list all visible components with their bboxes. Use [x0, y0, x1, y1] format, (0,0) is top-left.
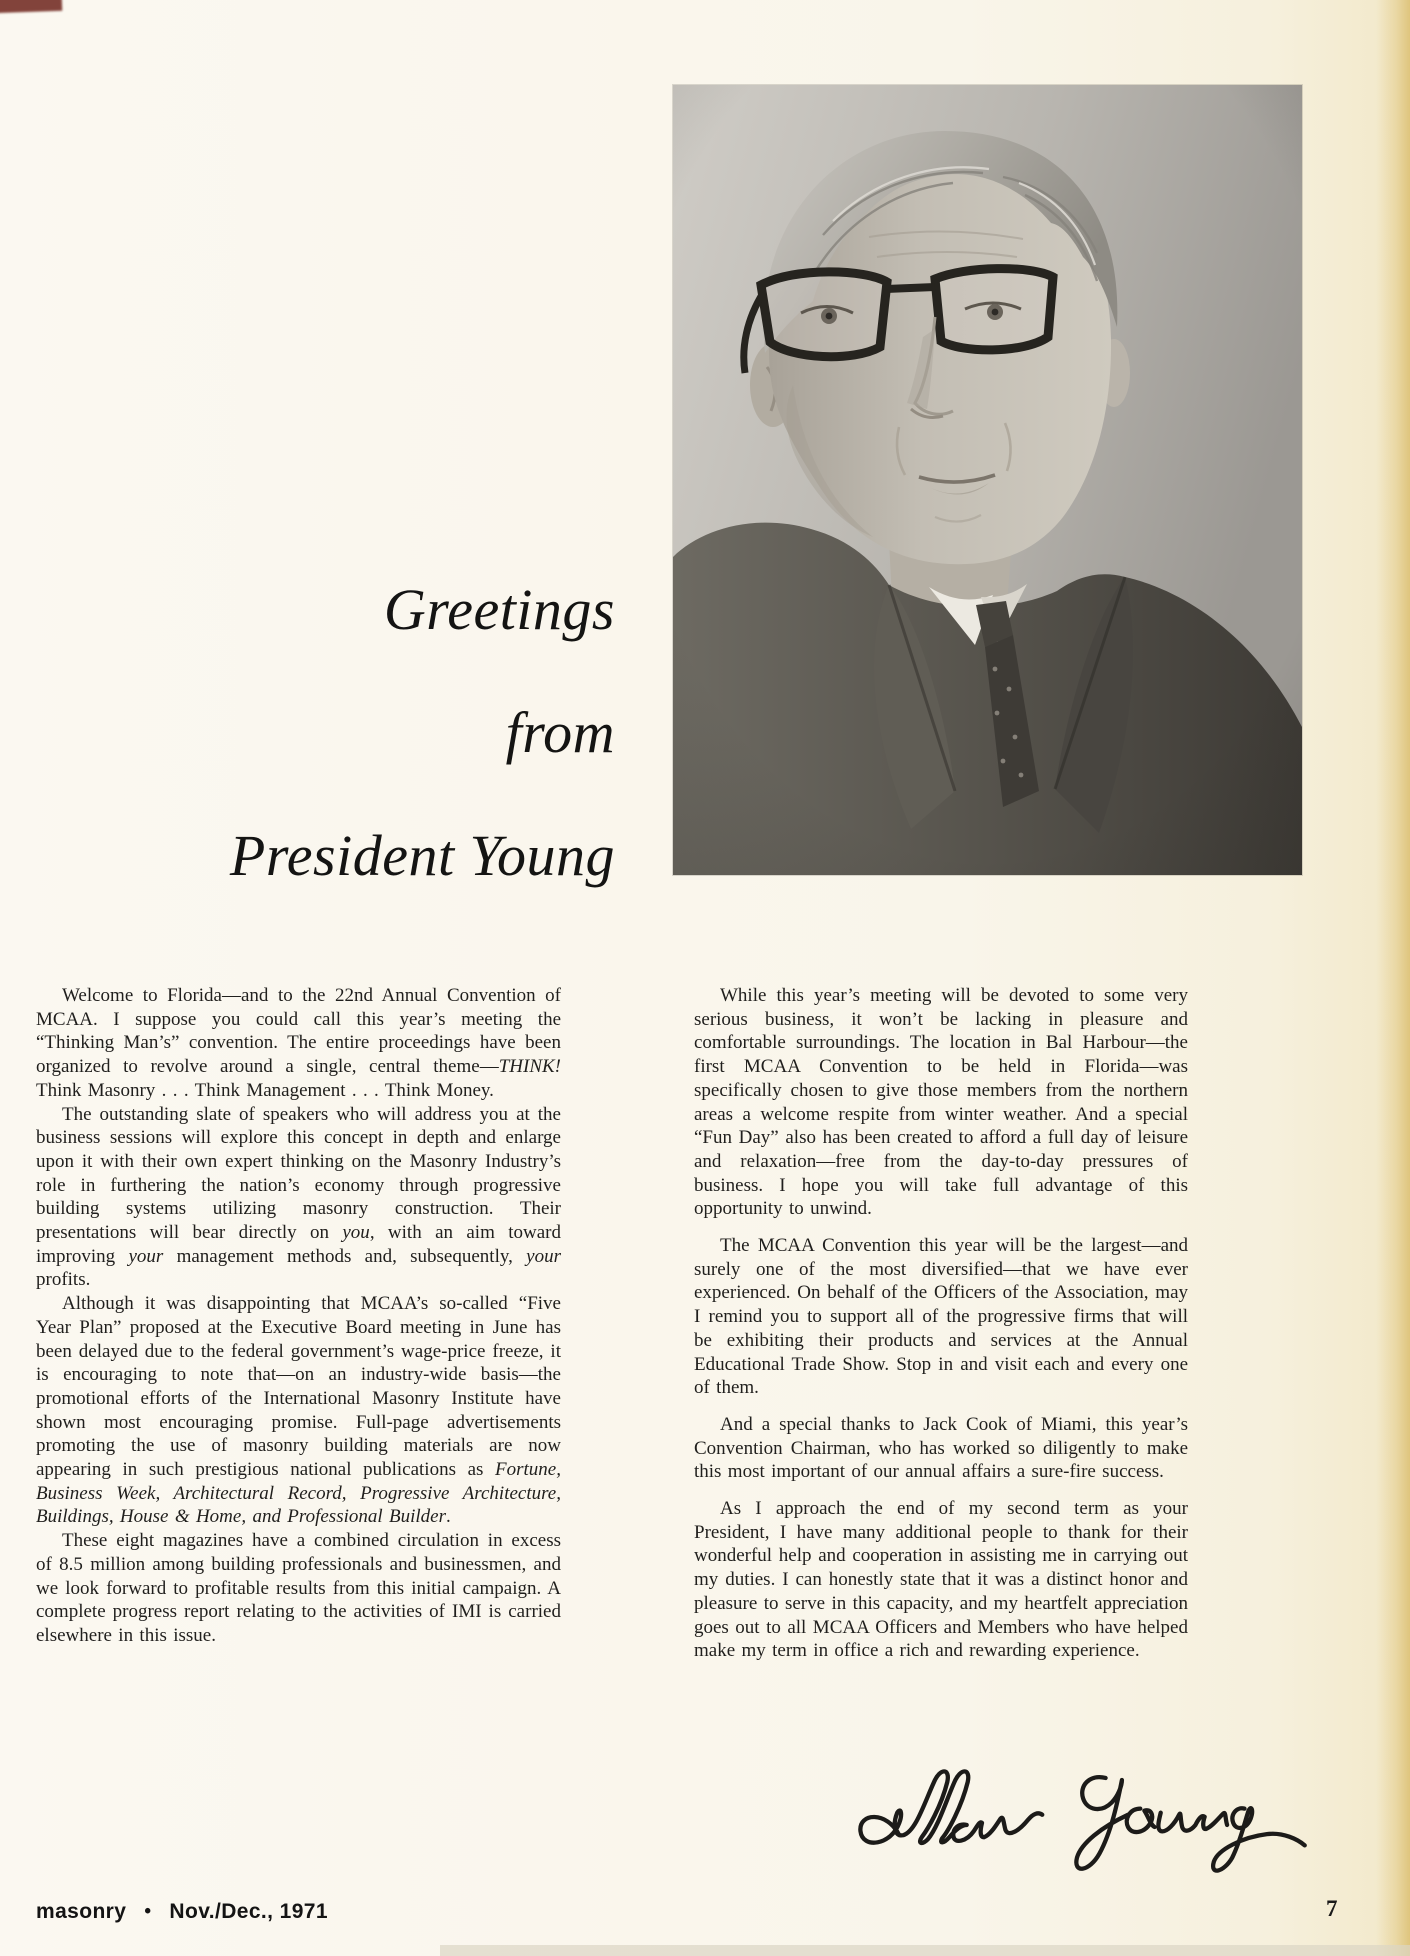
bullet-separator: • [144, 1901, 152, 1922]
signature-allen-young [838, 1752, 1318, 1902]
scan-edge-right [1376, 0, 1410, 1956]
signature-script [838, 1752, 1318, 1902]
issue-date: Nov./Dec., 1971 [169, 1900, 328, 1923]
article-title [120, 548, 615, 917]
scan-edge-bottom [440, 1945, 1410, 1956]
page-number: 7 [1326, 1896, 1338, 1921]
paragraph-trade-show: The MCAA Convention this year will be the largest—and surely one of the most diversified—that we have ever experienced. On behalf of the Officers of the Association, may I remind you to support all of the progressive firms that will be exhibiting their products and services at the Annual Educational Trade Show. Stop in and visit each and every one of them. [694, 1235, 1188, 1399]
title-line-greetings: Greetings [383, 577, 615, 642]
scan-corner-smudge [0, 0, 62, 13]
magazine-name: masonry [36, 1900, 127, 1923]
portrait-illustration [673, 85, 1302, 875]
title-line-president-young: President Young [229, 823, 615, 888]
paragraph-welcome: Welcome to Florida—and to the 22nd Annual Convention of MCAA. I suppose you could call this year’s meeting the “Thinking Man’s” convention. The entire proceedings have been organized to revolve around a single, central theme—THINK! Think Masonry . . . Think Management . . . Think Money. [36, 985, 561, 1101]
title-line-from: from [505, 700, 615, 765]
president-portrait-photo [673, 85, 1302, 875]
article-column-right [694, 984, 1188, 1676]
paragraph-magazines: These eight magazines have a combined circulation in excess of 8.5 million among building professionals and businessmen, and we look forward to profitable results from this initial campaign. A complete progress report relating to the activities of IMI is carried elsewhere in this issue. [36, 1530, 561, 1646]
paragraph-second-term: As I approach the end of my second term as your President, I have many additional people to thank for their wonderful help and cooperation in assisting me in carrying out my duties. I can honestly state that it was a distinct honor and pleasure to serve in this capacity, and my heartfelt appreciation goes out to all MCAA Officers and Members who have helped make my term in office a rich and rewarding experience. [694, 1498, 1188, 1662]
paragraph-five-year-plan: Although it was disappointing that MCAA’s so-called “Five Year Plan” proposed at the Executive Board meeting in June has been delayed due to the federal government’s wage-price freeze, it is encouraging to note that—on an industry-wide basis—the promotional efforts of the International Masonry Institute have shown most encouraging promise. Full-page advertisements promoting the use of masonry building materials are now appearing in such prestigious national publications as Fortune, Business Week, Architectural Record, Progressive Architecture, Buildings, House & Home, and Professional Builder. [36, 1293, 561, 1528]
paragraph-bal-harbour: While this year’s meeting will be devoted to some very serious business, it won’t be lacking in pleasure and comfortable surroundings. The location in Bal Harbour—the first MCAA Convention to be held in Florida—was specifically chosen to give those members from the northern areas a welcome respite from winter weather. And a special “Fun Day” also has been created to afford a full day of leisure and relaxation—free from the day-to-day pressures of business. I hope you will take full advantage of this opportunity to unwind. [694, 985, 1188, 1220]
page-footer [36, 1900, 328, 1924]
paragraph-jack-cook: And a special thanks to Jack Cook of Miami, this year’s Convention Chairman, who has worked so diligently to make this most important of our annual affairs a sure-fire success. [694, 1413, 1188, 1483]
article-column-left [36, 984, 561, 1648]
paragraph-speakers: The outstanding slate of speakers who will address you at the business sessions will explore this concept in depth and enlarge upon it with their own expert thinking on the Masonry Industry’s role in furthering the nation’s economy through progressive building systems utilizing masonry construction. Their presentations will bear directly on you, with an aim toward improving your management methods and, subsequently, your profits. [36, 1103, 561, 1291]
